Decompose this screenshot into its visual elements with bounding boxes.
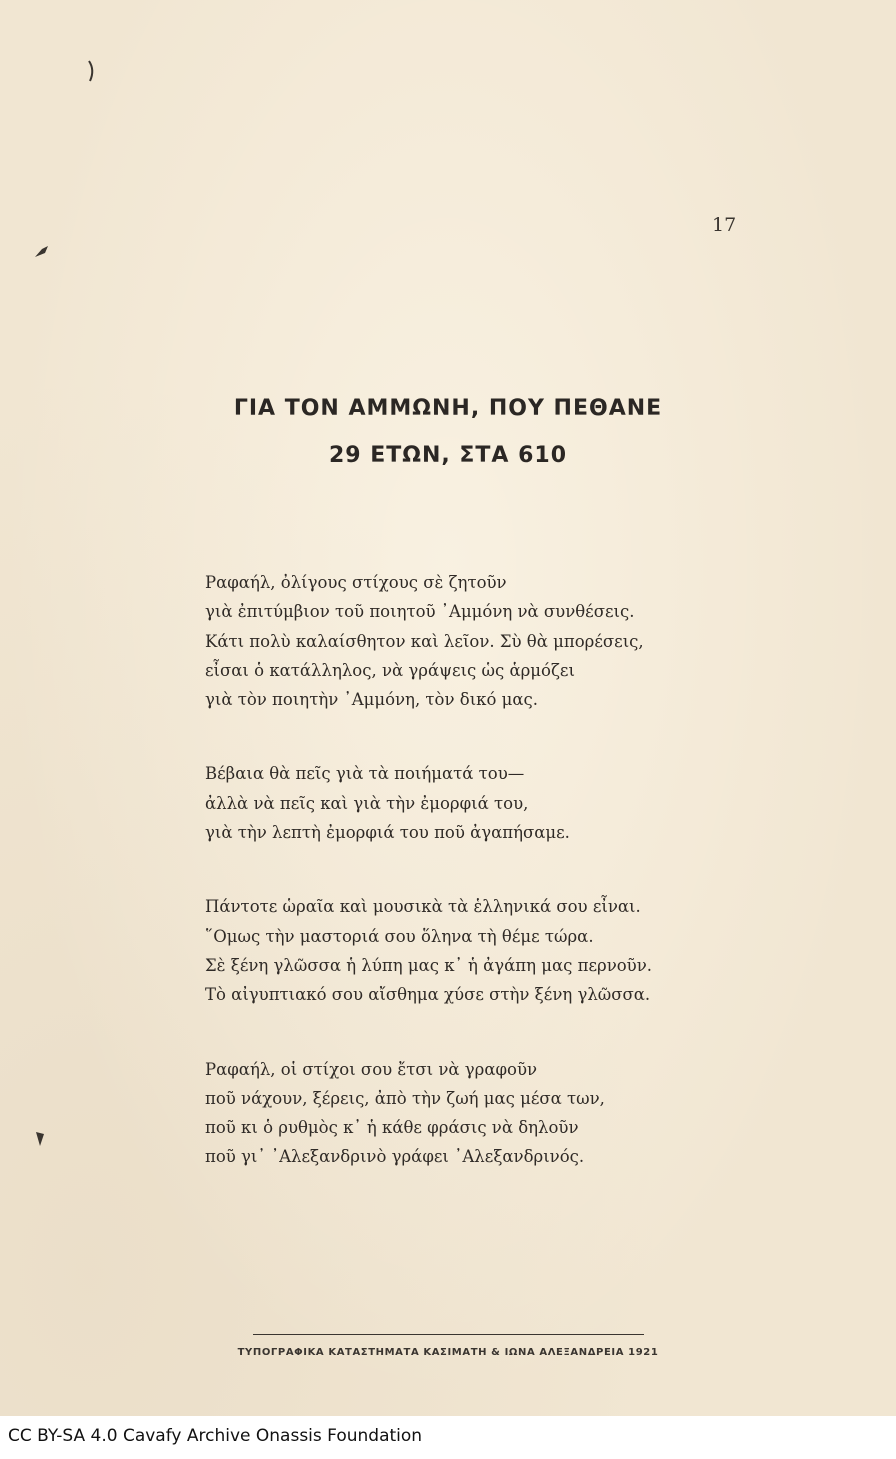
poem-line: ἀλλὰ νὰ πεῖς καὶ γιὰ τὴν ἐμορφιά του, (205, 793, 529, 813)
poem-line: Ραφαήλ, ὀλίγους στίχους σὲ ζητοῦν (205, 573, 507, 592)
stanza-3 (205, 892, 652, 1009)
poem-line: Πάντοτε ὡραῖα καὶ μουσικὰ τὰ ἑλληνικά σου εἶναι. (205, 897, 641, 917)
poem-title-line-1: ΓΙΑ ΤΟΝ ΑΜΜΩΝΗ, ΠΟΥ ΠΕΘΑΝΕ (233, 396, 663, 421)
poem-line: ῞Ομως τὴν μαστοριά σου ὅληνα τὴ θέμε τώρα. (205, 926, 594, 946)
poem-line: γιὰ ἐπιτύμβιον τοῦ ποιητοῦ ᾿Αμμόνη νὰ συνθέσεις. (205, 602, 635, 622)
poem-line: Κάτι πολὺ καλαίσθητον καὶ λεῖον. Σὺ θὰ μπορέσεις, (205, 631, 644, 651)
poem-line: γιὰ τὴν λεπτὴ ἐμορφιά του ποῦ ἀγαπήσαμε. (205, 823, 570, 843)
paper-speck (86, 58, 98, 84)
poem-line: ποῦ γι᾿ ᾿Αλεξανδρινὸ γράφει ᾿Αλεξανδρινός. (205, 1147, 585, 1167)
paper-speck (34, 1130, 46, 1148)
stanza-2 (205, 759, 652, 847)
poem-line: Σὲ ξένη γλῶσσα ἡ λύπη μας κ᾿ ἡ ἀγάπη μας περνοῦν. (205, 955, 652, 975)
poem-line: Τὸ αἰγυπτιακό σου αἴσθημα χύσε στὴν ξένη γλῶσσα. (205, 985, 651, 1005)
printer-colophon: ΤΥΠΟΓΡΑΦΙΚΑ ΚΑΤΑΣΤΗΜΑΤΑ ΚΑΣΙΜΑΤΗ & ΙΩΝΑ ΑΛΕΞΑΝΔΡΕΙΑ 1921 (237, 1347, 659, 1358)
colophon-rule (253, 1334, 644, 1335)
page-number: 17 (712, 214, 737, 236)
poem-line: Ραφαήλ, οἱ στίχοι σου ἔτσι νὰ γραφοῦν (205, 1059, 538, 1079)
poem-line: Βέβαια θὰ πεῖς γιὰ τὰ ποιήματά του— (205, 764, 525, 784)
license-credit: CC BY-SA 4.0 Cavafy Archive Onassis Foundation (8, 1426, 423, 1446)
poem-line: γιὰ τὸν ποιητὴν ᾿Αμμόνη, τὸν δικό μας. (205, 690, 539, 710)
poem-title-line-2: 29 ΕΤΩΝ, ΣΤΑ 610 (328, 443, 568, 468)
poem-body (205, 568, 652, 1217)
poem-line: ποῦ νάχουν, ξέρεις, ἀπὸ τὴν ζωή μας μέσα των, (205, 1088, 605, 1108)
poem-line: ποῦ κι ὁ ρυθμὸς κ᾿ ἡ κάθε φράσις νὰ δηλοῦν (205, 1118, 579, 1138)
stanza-4 (205, 1055, 652, 1172)
poem-line: εἶσαι ὁ κατάλληλος, νὰ γράψεις ὡς ἁρμόζει (205, 660, 575, 680)
stanza-1 (205, 568, 652, 714)
paper-speck (33, 243, 51, 261)
